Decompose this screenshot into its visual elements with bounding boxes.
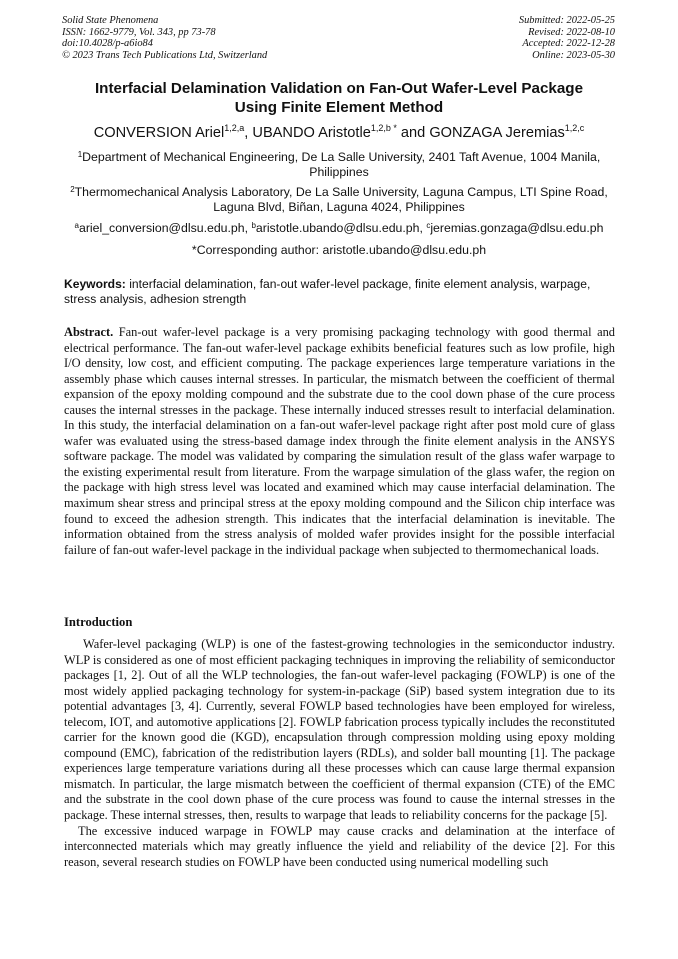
abstract-label: Abstract. (64, 325, 114, 339)
introduction-body (64, 637, 615, 870)
journal-issn: ISSN: 1662-9779, Vol. 343, pp 73-78 (62, 26, 216, 38)
author-emails (62, 221, 616, 236)
email-c-sup: c (426, 221, 431, 230)
date-online: Online: 2023-05-30 (532, 49, 615, 61)
affiliation-2-text: Thermomechanical Analysis Laboratory, De La Salle University, Laguna Campus, LTI Spine Road, Laguna Blvd, Biñan, Laguna 4024, Philippines (74, 185, 608, 215)
author-3-sup: 1,2,c (564, 123, 585, 133)
submission-dates (519, 15, 615, 61)
keywords-text: interfacial delamination, fan-out wafer-level package, finite element analysis, warpage, stress analysis, adhesion strength (64, 277, 591, 306)
keywords (64, 277, 615, 307)
title-line-2: Using Finite Element Method (234, 98, 444, 116)
email-b: aristotle.ubando@dlsu.edu.ph, (255, 221, 423, 235)
corresponding-author: *Corresponding author: aristotle.ubando@dlsu.edu.ph (191, 243, 487, 257)
keywords-label: Keywords: (64, 277, 126, 291)
journal-copyright: © 2023 Trans Tech Publications Ltd, Switzerland (62, 49, 268, 61)
date-revised: Revised: 2022-08-10 (528, 26, 615, 38)
title-line-1: Interfacial Delamination Validation on Fan-Out Wafer-Level Package (94, 80, 584, 97)
author-2-sup: 1,2,b * (370, 123, 397, 133)
author-and: and (400, 125, 426, 141)
journal-doi: doi:10.4028/p-a6io84 (62, 38, 153, 50)
paper-title (62, 80, 616, 117)
date-accepted: Accepted: 2022-12-28 (522, 38, 615, 50)
abstract-text: Fan-out wafer-level package is a very promising packaging technology with good thermal and electrical performance. The fan-out wafer-level package exhibits beneficial features such as low profile, high I/O density, low cost, and efficient computing. The package experiences large temperature variations in the assembly phase which causes internal stresses. In particular, the mismatch between the coefficient of thermal expansion of the epoxy molding compound and the substrate due to the cool down phase of the cure process causes the internal stresses in the package. These internally induced stresses result to interfacial delamination. In this study, the interfacial delamination on a fan-out wafer-level package right after post mold cure of glass wafer was evaluated using the stress-based damage index through the finite element analysis in the ANSYS software package. The model was validated by comparing the simulation result of the glass wafer warpage to the existing experimental result from literature. From the warpage simulation of the glass wafer, the region on the package with high stress level was located and examined which may cause interfacial delamination. The maximum shear stress and principal stress at the epoxy molding compound and the Silicon chip interface was found to exceed the adhesion strength. This indicates that the interfacial delamination is inevitable. The information obtained from the stress analysis of molded wafer provides insight for the possible interfacial failure of fan-out wafer-level package in the individual package when subjected to thermomechanical loads. (64, 325, 615, 557)
email-b-sup: b (251, 221, 256, 230)
affiliation-2 (62, 185, 616, 215)
author-list: CONVERSION Ariel$^{1,2,a}$, UBANDO Aristotle$^{1,2,b *}$ and GONZAGA Jeremias$^{1,2,c}$ (93, 123, 585, 141)
author-1-sup: 1,2,a (224, 123, 245, 133)
author-2: UBANDO Aristotle (252, 125, 371, 141)
email-a: ariel_conversion@dlsu.edu.ph, (78, 221, 249, 235)
email-c: jeremias.gonzaga@dlsu.edu.ph (430, 221, 604, 235)
author-3: GONZAGA Jeremias (429, 125, 565, 141)
abstract (64, 325, 615, 558)
affiliation-1-text: Department of Mechanical Engineering, De La Salle University, 2401 Taft Avenue, 1004 Manila, Philippines (82, 150, 601, 180)
date-submitted: Submitted: 2022-05-25 (518, 15, 615, 26)
journal-info (62, 15, 267, 61)
author-1: CONVERSION Ariel (93, 125, 225, 141)
affiliation-1-sup: 1 (77, 150, 83, 159)
affiliation-2-sup: 2 (70, 185, 75, 194)
journal-name: Solid State Phenomena (62, 15, 159, 26)
intro-paragraph-2: The excessive induced warpage in FOWLP may cause cracks and delamination at the interface of interconnected materials which may greatly influence the yield and reliability of the device [2]. For this reason, several research studies on FOWLP have been conducted using numerical modelling such (64, 823, 615, 869)
affiliation-1 (62, 150, 616, 180)
section-heading-introduction: Introduction (64, 615, 133, 629)
email-a-sup: a (74, 221, 79, 230)
intro-paragraph-1: Wafer-level packaging (WLP) is one of the fastest-growing technologies in the semiconductor industry. WLP is considered as one of most efficient packaging techniques in improving the reliability of semiconductor packages [1, 2]. Out of all the WLP technologies, the fan-out wafer-level packaging (FOWLP) is one of the most widely applied packaging technology for system-in-package (SiP) based system integration due to its potential advantages [3, 4]. Currently, several FOWLP based technologies have been employed for wireless, telecom, IOT, and automotive applications [2]. FOWLP fabrication process typically includes the reconstituted carrier for the known good die (KGD), encapsulation through compression molding using epoxy molding compound (EMC), fabrication of the redistribution layers (RDLs), and solder ball mounting [1]. The package experiences large temperature variations during all these processes which can cause large thermal expansion mismatch. In particular, the large mismatch between the coefficient of thermal expansion (CTE) of the EMC and the substrate in the cool down phase of the cure process was found to cause the internal stresses in the package. These internal stresses, then, results to warpage that leads to reliability concerns for the package [5]. (64, 637, 615, 823)
